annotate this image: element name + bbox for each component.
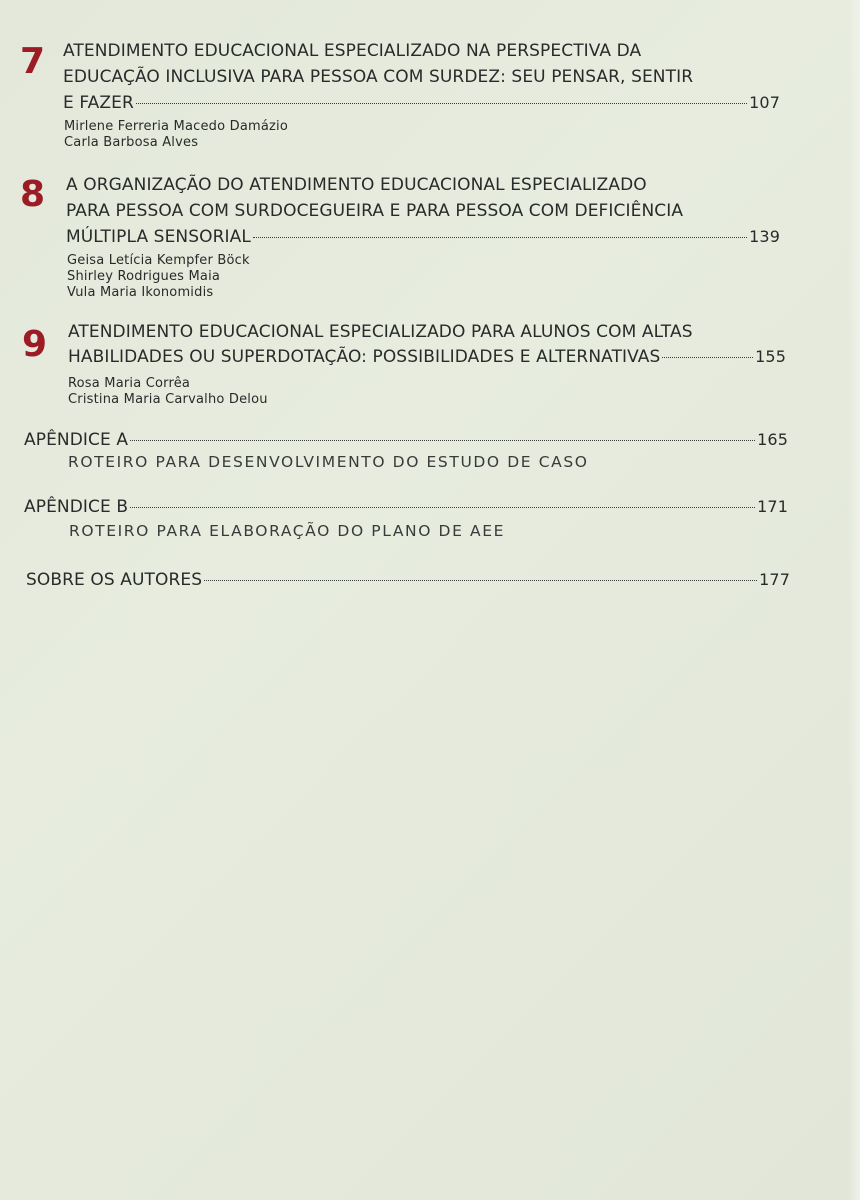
page-number: 139 [749,227,780,246]
dot-leader [130,507,755,508]
appendix-leader [24,429,788,451]
page-number: 165 [757,430,788,449]
appendix-subtitle: ROTEIRO PARA DESENVOLVIMENTO DO ESTUDO DE CASO [68,453,589,471]
author: Cristina Maria Carvalho Delou [68,392,268,407]
author: Rosa Maria Corrêa [68,376,191,391]
author: Mirlene Ferreria Macedo Damázio [64,119,289,134]
chapter-title-line: HABILIDADES OU SUPERDOTAÇÃO: POSSIBILIDADES E ALTERNATIVAS [68,347,661,367]
chapter-title-line: EDUCAÇÃO INCLUSIVA PARA PESSOA COM SURDEZ: SEU PENSAR, SENTIR [63,67,694,87]
chapter-title-line: MÚLTIPLA SENSORIAL [66,227,251,247]
author: Carla Barbosa Alves [64,135,199,150]
author: Geisa Letícia Kempfer Böck [67,253,250,268]
page-edge [848,0,860,1200]
chapter-number: 7 [20,41,46,82]
page-number: 155 [755,347,786,366]
chapter-number: 8 [20,174,46,215]
chapter-title-line: ATENDIMENTO EDUCACIONAL ESPECIALIZADO PARA ALUNOS COM ALTAS [68,322,693,342]
dot-leader [662,357,753,358]
chapter-title-leader [63,92,780,114]
page-number: 177 [759,570,790,589]
appendix-label: APÊNDICE B [24,497,129,517]
dot-leader [130,440,755,441]
about-leader [26,569,790,591]
appendix-subtitle: ROTEIRO PARA ELABORAÇÃO DO PLANO DE AEE [69,522,506,540]
chapter-title-line: A ORGANIZAÇÃO DO ATENDIMENTO EDUCACIONAL ESPECIALIZADO [66,175,647,195]
appendix-leader [24,496,788,518]
chapter-number: 9 [22,324,48,365]
dot-leader [253,237,747,238]
chapter-title-leader [66,226,780,248]
author: Shirley Rodrigues Maia [67,269,221,284]
chapter-title-line: ATENDIMENTO EDUCACIONAL ESPECIALIZADO NA PERSPECTIVA DA [63,41,642,61]
chapter-title-line: E FAZER [63,93,134,113]
appendix-label: APÊNDICE A [24,430,129,450]
chapter-title-line: PARA PESSOA COM SURDOCEGUEIRA E PARA PESSOA COM DEFICIÊNCIA [66,201,684,221]
dot-leader [136,103,747,104]
dot-leader [204,580,757,581]
page-number: 107 [749,93,780,112]
chapter-title-leader [68,346,786,368]
page-number: 171 [757,497,788,516]
about-label: SOBRE OS AUTORES [26,570,203,590]
author: Vula Maria Ikonomidis [67,285,214,300]
